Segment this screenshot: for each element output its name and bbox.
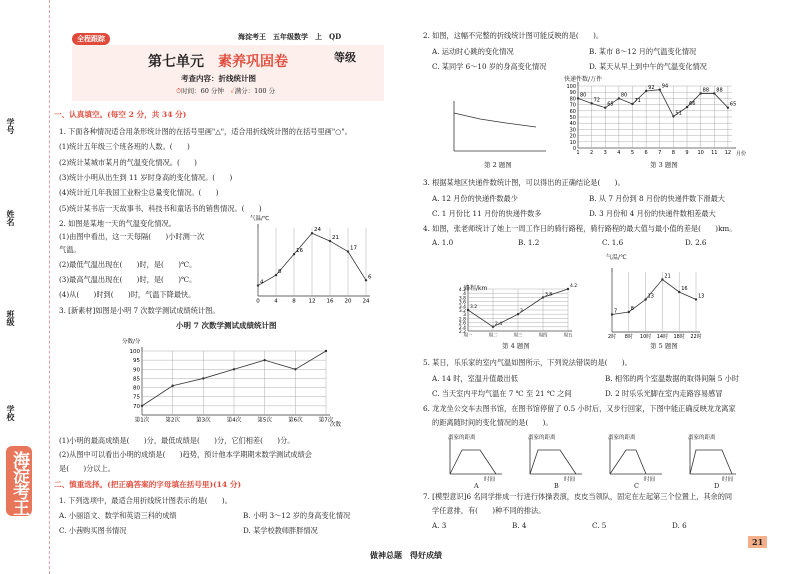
- r-q7-a: A. 3: [432, 521, 447, 530]
- data-label: 92: [648, 84, 655, 91]
- r-q5-a: A. 14 时，室温升值最出低: [432, 374, 518, 383]
- x-tick-label: 8时: [624, 334, 633, 340]
- x-tick-label: 5: [630, 150, 635, 156]
- data-label: 16: [681, 286, 688, 292]
- student-id-label: 学号: [6, 118, 16, 134]
- r-q5-b: B. 相邻的两个室温数据的取得间隔 5 小时: [605, 374, 739, 383]
- data-point: [644, 298, 646, 300]
- graph-b-dist: 离家的距离: [528, 435, 556, 441]
- x-tick-label: 8: [292, 298, 296, 305]
- graph-d-time: 时间: [722, 477, 734, 483]
- header-series: 海淀考王 五年级数学 上 QD: [238, 32, 342, 41]
- y-tick-label: 10: [569, 139, 576, 146]
- fig4-caption: 第 4 题图: [502, 342, 530, 350]
- graph-c-dist: 离家的距离: [608, 435, 636, 441]
- data-point: [542, 296, 544, 298]
- data-label: 2.4: [495, 321, 503, 327]
- x-tick-label: 2时: [607, 334, 617, 340]
- school-label: 学校: [6, 405, 16, 421]
- data-label: 21: [664, 273, 671, 280]
- data-point: [329, 240, 331, 242]
- r-q2-c: C. 某同学 6～10 岁的身高变化情况: [432, 62, 547, 71]
- y-tick-label: 20: [569, 133, 576, 140]
- q2-c: (3)最高气温出现在( )时，是( )℃。: [59, 275, 197, 284]
- data-point: [325, 350, 327, 352]
- data-point: [686, 106, 688, 108]
- y-tick-label: 75: [133, 394, 140, 401]
- graph-d-dist: 离家的距离: [688, 435, 716, 441]
- x-tick-label: 周五: [563, 333, 573, 339]
- graph-d-label: D: [714, 482, 720, 490]
- data-point: [618, 97, 620, 99]
- data-label: 3.2: [470, 305, 478, 310]
- r-q7-c: C. 5: [592, 521, 607, 530]
- y-tick-label: 100: [129, 349, 140, 355]
- x-tick-label: 20: [344, 298, 352, 305]
- x-tick-label: 16: [326, 298, 334, 305]
- data-point: [202, 377, 204, 379]
- data-label: 94: [661, 83, 669, 90]
- series-line: [454, 113, 536, 127]
- fig3-caption: 第 3 题图: [650, 161, 678, 169]
- q1: 1. 下面各种情况适合用条形统计图的在括号里画"△"，适合用折线统计图的在括号里画"○"。: [59, 127, 352, 136]
- y-tick-label: 3.4: [458, 304, 466, 310]
- y-tick-label: 30: [569, 127, 576, 134]
- data-point: [257, 284, 259, 286]
- q1-b: (2)统计某城市某月的气温变化情况。( ): [59, 158, 197, 167]
- y-tick-label: 2.6: [458, 321, 466, 327]
- q2-a2: 气温。: [59, 245, 81, 254]
- data-point: [517, 313, 519, 315]
- data-label: 13: [647, 293, 654, 300]
- room-ylabel: 气温/℃: [606, 254, 627, 261]
- x-axis-label: 月份: [736, 151, 747, 157]
- x-tick-label: 22时: [690, 334, 702, 340]
- y-tick-label: 100: [566, 84, 576, 90]
- data-point: [492, 326, 494, 328]
- data-point: [171, 385, 173, 387]
- class-label: 班级: [6, 310, 16, 326]
- data-point: [141, 405, 143, 407]
- x-tick-label: 周四: [538, 333, 548, 339]
- x-tick-label: 周一: [463, 333, 473, 339]
- fig2-caption: 第 2 题图: [484, 161, 512, 169]
- data-point: [678, 291, 680, 293]
- data-point: [567, 288, 569, 290]
- r-q5: 5. 某日，乐乐家的室内气温如图所示，下列说法错误的是( )。: [423, 358, 632, 367]
- q2: 2. 如图是某地一天的气温变化情况。: [59, 219, 176, 228]
- ride-ylabel: 路程/km: [464, 285, 488, 292]
- s2-q1-a: A. 小丽语文、数学和英语三科的成绩: [59, 511, 177, 520]
- x-tick-label: 第4次: [226, 417, 242, 424]
- r-q7: 7. [模型意识]6 名同学排成一行进行体操表演，皮皮当领队，固定在左起第三个位置上，其余的同: [423, 492, 733, 501]
- content-scope: 考查内容：折线统计图: [181, 74, 256, 83]
- q1-c: (3)统计小明从出生到 11 岁时身高的变化情况。( ): [59, 173, 233, 182]
- data-point: [275, 274, 277, 276]
- data-point: [699, 92, 701, 94]
- r-q3-d: D. 3 月份和 4 月份的快递件数相差最大: [589, 209, 716, 218]
- x-tick-label: 7: [658, 150, 662, 156]
- graph-b-label: B: [554, 482, 559, 490]
- unit-title: 第七单元 素养巩固卷: [148, 54, 288, 70]
- graph-c-time: 时间: [644, 477, 656, 483]
- x-tick-label: 24: [362, 298, 370, 305]
- x-tick-label: 第2次: [165, 417, 180, 424]
- r-q6-b: 的距离随时间的变化情况的是( )。: [432, 418, 553, 427]
- x-tick-label: 2: [590, 150, 594, 156]
- x-tick-label: 周三: [513, 333, 523, 339]
- data-point: [628, 311, 630, 313]
- r-q3: 3. 根据某地区快递件数统计图，可以得出的正确结论是( )。: [423, 178, 625, 187]
- graph-a: [450, 438, 502, 474]
- x-tick-label: 3: [603, 150, 607, 156]
- series-line: [612, 280, 696, 315]
- data-label: 8: [630, 306, 634, 312]
- s2-q1-b: B. 小明 3～12 岁的身高变化情况: [243, 511, 351, 520]
- x-tick-label: 周二: [488, 333, 498, 339]
- r-q4-a: A. 1.0: [432, 238, 454, 247]
- r-q6: 6. 龙龙坐公交车去图书馆，在图书馆停留了 0.5 小时后，又步行回家，下图中能正确反映龙龙离家: [423, 404, 736, 413]
- x-tick-label: 9: [685, 150, 689, 156]
- y-tick-label: 2.8: [458, 317, 466, 323]
- r-q7-bb: B. 4: [512, 521, 527, 530]
- data-point: [659, 89, 661, 91]
- data-label: 88: [716, 87, 723, 94]
- data-label: 65: [607, 101, 614, 108]
- page-number: 21: [748, 536, 767, 548]
- data-point: [577, 97, 579, 99]
- q1-d: (4)统计近几年我国工业粉尘总量变化情况。( ): [59, 188, 219, 197]
- data-label: 7: [614, 308, 618, 315]
- graph-c: [610, 438, 662, 474]
- q3-b: (2)从图中可以看出小明的成绩是( )趋势，预计他本学期期末数学测试成绩会: [59, 450, 312, 459]
- y-tick-label: 80: [133, 385, 140, 392]
- r-q4-c: C. 1.6: [602, 238, 624, 247]
- x-tick-label: 第3次: [196, 417, 211, 424]
- y-tick-label: 3.6: [458, 300, 466, 306]
- r-q3-c: C. 1 月份比 11 月份的快递件数多: [432, 209, 542, 218]
- brand-logo: 海淀考王: [6, 446, 32, 516]
- r-q4: 4. 如图，张老师统计了她上一周工作日的骑行路程，骑行路程的最大值与最小值的差是( )km。: [423, 224, 737, 233]
- x-tick-label: 1: [576, 150, 580, 156]
- data-label: 24: [314, 227, 321, 234]
- r-q2-d: D. 某天从早上到中午的气温变化情况: [589, 62, 707, 71]
- y-tick-label: 80: [569, 96, 576, 103]
- data-point: [294, 368, 296, 370]
- r-q7-b: 学任意排，有( )种不同的排法。: [432, 506, 546, 515]
- data-label: 3.8: [545, 292, 553, 298]
- y-tick-label: 3.2: [458, 309, 466, 314]
- data-label: 4: [260, 279, 264, 286]
- y-tick-label: 2.4: [458, 325, 466, 331]
- data-point: [311, 232, 313, 234]
- graph-b: [530, 438, 582, 474]
- series-line: [578, 90, 728, 117]
- x-tick-label: 4: [274, 298, 278, 305]
- data-point: [713, 92, 715, 94]
- x-tick-label: 第5次: [257, 417, 272, 424]
- q3-c: 是( )分以上。: [59, 464, 115, 473]
- chart-delivery: [560, 76, 750, 162]
- q2-b: (2)最低气温出现在( )时，是( )℃。: [59, 260, 197, 269]
- data-label: 88: [702, 87, 710, 94]
- data-point: [467, 309, 469, 311]
- x-tick-label: 8: [671, 150, 675, 156]
- s2-q1-c: C. 小茜购买图书情况: [59, 526, 127, 535]
- y-tick-label: 70: [133, 403, 140, 410]
- graph-b-time: 时间: [564, 477, 576, 483]
- x-tick-label: 第6次: [288, 417, 303, 424]
- x-tick-label: 0: [256, 298, 260, 305]
- graph-a-time: 时间: [484, 477, 496, 483]
- x-tick-label: 18时: [673, 334, 685, 340]
- r-q3-a: A. 12 月份的快递件数最少: [432, 194, 518, 203]
- data-point: [611, 313, 613, 315]
- x-tick-label: 10: [697, 150, 704, 156]
- s2-q1-d: D. 某学校教师胖胖情况: [243, 526, 318, 535]
- x-tick-label: 6: [644, 150, 648, 156]
- q3-a: (1)小明的最高成绩是( )分，最低成绩是( )分，它们相差( )分。: [59, 436, 295, 445]
- student-name-label: 姓名: [6, 210, 16, 226]
- data-label: 6: [368, 274, 372, 281]
- y-tick-label: 2.2: [458, 330, 466, 335]
- r-q2-a: A. 运动时心跳的变化情况: [432, 47, 514, 56]
- s2-q1: 1. 下列选项中，最适合用折线统计图表示的是( )。: [59, 496, 232, 505]
- data-label: 8: [278, 269, 282, 276]
- q1-e: (5)统计某书店一天故事书、科技书和童话书的销售情况。( ): [59, 204, 262, 213]
- data-point: [347, 250, 349, 252]
- data-point: [695, 298, 697, 300]
- y-tick-label: 3.8: [458, 296, 466, 302]
- y-tick-label: 95: [133, 358, 140, 365]
- chart-test-scores: [118, 335, 344, 431]
- y-tick-label: 50: [569, 115, 576, 121]
- y-tick-label: 60: [569, 108, 576, 115]
- chart2-title: 小明 7 次数学测试成绩统计图: [176, 321, 277, 330]
- y-tick-label: 0: [572, 146, 576, 152]
- chart-incomplete: [450, 95, 550, 155]
- y-tick-label: 4: [463, 292, 466, 298]
- x-tick-label: 4: [617, 150, 621, 156]
- graph-a-label: A: [474, 482, 479, 490]
- q2-a: (1)由图中看出，这一天每隔( )小时测一次: [59, 232, 205, 241]
- footer-slogan: 做神总题 得好成绩: [370, 550, 442, 560]
- data-point: [590, 102, 592, 104]
- y-axis-label: 气温/℃: [250, 216, 270, 222]
- data-point: [631, 103, 633, 105]
- data-label: 51: [675, 110, 682, 117]
- r-q4-b: B. 1.2: [518, 238, 540, 247]
- graph-c-label: C: [634, 482, 639, 490]
- y-tick-label: 3: [463, 313, 466, 319]
- r-q2-b: B. 某市 8～12 月的气温变化情况: [589, 47, 697, 56]
- data-point: [263, 359, 265, 361]
- r-q5-c: C. 当天室内平均气温在 7 ℃ 至 21 ℃ 之间: [432, 389, 572, 398]
- data-label: 80: [620, 92, 628, 99]
- x-tick-label: 12: [724, 150, 732, 156]
- data-label: 21: [332, 235, 339, 242]
- data-label: 4.2: [570, 284, 578, 289]
- q2-d: (4)从( )时到( )时，气温下降最快。: [59, 290, 196, 299]
- r-q4-d: D. 2.6: [685, 238, 707, 247]
- graph-d: [690, 438, 736, 474]
- grade-box: 等级: [334, 51, 356, 64]
- data-point: [672, 115, 674, 117]
- y-tick-label: 90: [133, 367, 140, 374]
- y-axis-label: 分数/分: [122, 339, 141, 345]
- r-q5-d: D. 2 时乐乐光脚在室内走路容易感冒: [605, 389, 723, 398]
- y-tick-label: 85: [133, 376, 140, 383]
- data-point: [365, 279, 367, 281]
- data-label: 17: [350, 245, 357, 252]
- chart-room-temp: [598, 260, 710, 342]
- data-label: 72: [593, 97, 601, 104]
- y-tick-label: 40: [569, 121, 576, 128]
- section2-title: 二、慎重选择。(把正确答案的字母填在括号里)(14 分): [54, 480, 242, 489]
- y-tick-label: 90: [569, 90, 576, 97]
- x-axis-label: 次数: [330, 422, 342, 428]
- x-tick-label: 12: [308, 298, 316, 305]
- data-point: [293, 253, 295, 255]
- x-tick-label: 10时: [639, 334, 652, 340]
- time-score: ⏱时间：60 分钟 ✓满分：100 分: [176, 87, 276, 95]
- data-label: 71: [634, 97, 641, 104]
- data-label: 80: [580, 92, 587, 99]
- data-label: 16: [296, 248, 303, 255]
- data-label: 13: [698, 293, 705, 300]
- data-point: [645, 90, 647, 92]
- data-point: [233, 368, 235, 370]
- y-tick-label: 4.2: [458, 288, 466, 293]
- data-point: [661, 278, 663, 280]
- r-q7-d: D. 6: [672, 521, 687, 530]
- r-q2: 2. 如图，这幅不完整的折线统计图可能反映的是( )。: [423, 31, 604, 40]
- data-point: [604, 107, 606, 109]
- y-tick-label: 70: [569, 102, 576, 109]
- x-tick-label: 第7次: [318, 417, 334, 424]
- x-tick-label: 14时: [656, 334, 669, 340]
- section1-title: 一、认真填空。(每空 2 分，共 34 分): [54, 110, 187, 119]
- track-badge: 全程跟踪: [72, 33, 110, 45]
- data-point: [727, 107, 729, 109]
- data-label: 65: [729, 101, 737, 108]
- q3: 3. [新素材]如图是小明 7 次数学测试成绩统计图。: [59, 306, 220, 315]
- fig5-caption: 第 5 题图: [650, 342, 678, 350]
- data-label: 66: [689, 101, 696, 108]
- chart-temperature-day: [248, 212, 376, 308]
- q1-a: (1)统计五年级三个班各班的人数。( ): [59, 142, 190, 151]
- x-tick-label: 第1次: [134, 417, 150, 424]
- r-q3-b: B. 从 7 月份到 8 月份的快递件数下滑最大: [589, 194, 725, 203]
- delivery-ylabel: 快递件数/万件: [564, 76, 603, 83]
- data-label: 3: [520, 309, 523, 315]
- graph-a-dist: 离家的距离: [448, 435, 476, 441]
- x-tick-label: 11: [711, 150, 718, 156]
